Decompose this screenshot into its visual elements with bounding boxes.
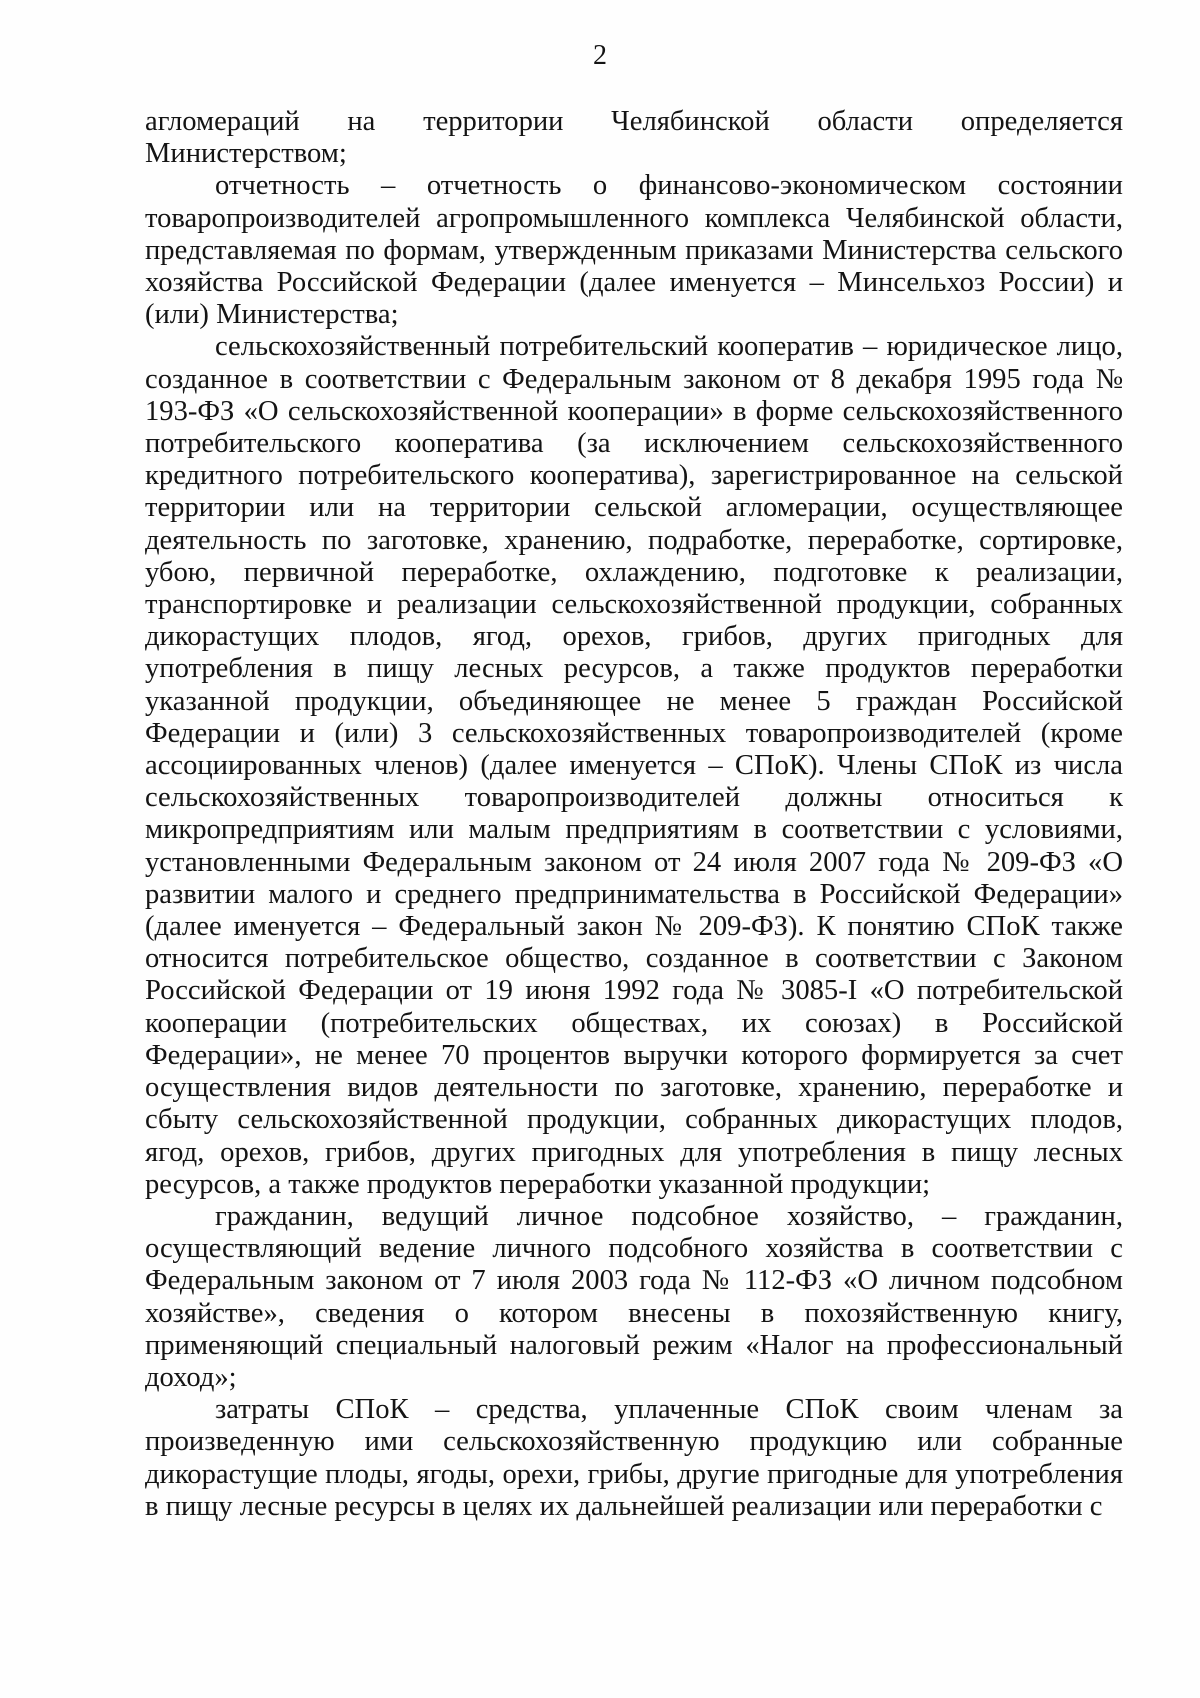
paragraph-cooperative-definition: сельскохозяйственный потребительский кооператив – юридическое лицо, созданное в соответствии с Федеральным законом от 8 декабря 1995 года № 193-ФЗ «О сельскохозяйственной кооперации» в форме сельскохозяйственного потребительского кооператива (за исключением сельскохозяйственного кредитного потребительского кооператива), зарегистрированное на сельской территории или на территории сельской агломерации, осуществляющее деятельность по заготовке, хранению, подработке, переработке, сортировке, убою, первичной переработке, охлаждению, подготовке к реализации, транспортировке и реализации сельскохозяйственной продукции, собранных дикорастущих плодов, ягод, орехов, грибов, других пригодных для употребления в пищу лесных ресурсов, а также продуктов переработки указанной продукции, объединяющее не менее 5 граждан Российской Федерации и (или) 3 сельскохозяйственных товаропроизводителей (кроме ассоциированных членов) (далее именуется – СПоК). Члены СПоК из числа сельскохозяйственных товаропроизводителей должны относиться к микропредприятиям или малым предприятиям в соответствии с условиями, установленными Федеральным законом от 24 июля 2007 года № 209-ФЗ «О развитии малого и среднего предпринимательства в Российской Федерации» (далее именуется – Федеральный закон № 209-ФЗ). К понятию СПоК также относится потребительское общество, созданное в соответствии с Законом Российской Федерации от 19 июня 1992 года № 3085-I «О потребительской кооперации (потребительских обществах, их союзах) в Российской Федерации», не менее 70 процентов выручки которого формируется за счет осуществления видов деятельности по заготовке, хранению, переработке и сбыту сельскохозяйственной продукции, собранных дикорастущих плодов, ягод, орехов, грибов, других пригодных для употребления в пищу лесных ресурсов, а также продуктов переработки указанной продукции;: [145, 331, 1123, 1200]
document-body: [145, 106, 1123, 1523]
page-number: 2: [593, 40, 607, 71]
paragraph-cooperative-costs-definition: затраты СПоК – средства, уплаченные СПоК своим членам за произведенную ими сельскохозяйственную продукцию или собранные дикорастущие плоды, ягоды, орехи, грибы, другие пригодные для употребления в пищу лесные ресурсы в целях их дальнейшей реализации или переработки с: [145, 1394, 1123, 1522]
paragraph-reporting-definition: отчетность – отчетность о финансово-экономическом состоянии товаропроизводителей агропромышленного комплекса Челябинской области, представляемая по формам, утвержденным приказами Министерства сельского хозяйства Российской Федерации (далее именуется – Минсельхоз России) и (или) Министерства;: [145, 170, 1123, 331]
paragraph-household-farmer-definition: гражданин, ведущий личное подсобное хозяйство, – гражданин, осуществляющий ведение личного подсобного хозяйства в соответствии с Федеральным законом от 7 июля 2003 года № 112-ФЗ «О личном подсобном хозяйстве», сведения о котором внесены в похозяйственную книгу, применяющий специальный налоговый режим «Налог на профессиональный доход»;: [145, 1200, 1123, 1393]
paragraph-continuation: агломераций на территории Челябинской области определяется Министерством;: [145, 106, 1123, 170]
